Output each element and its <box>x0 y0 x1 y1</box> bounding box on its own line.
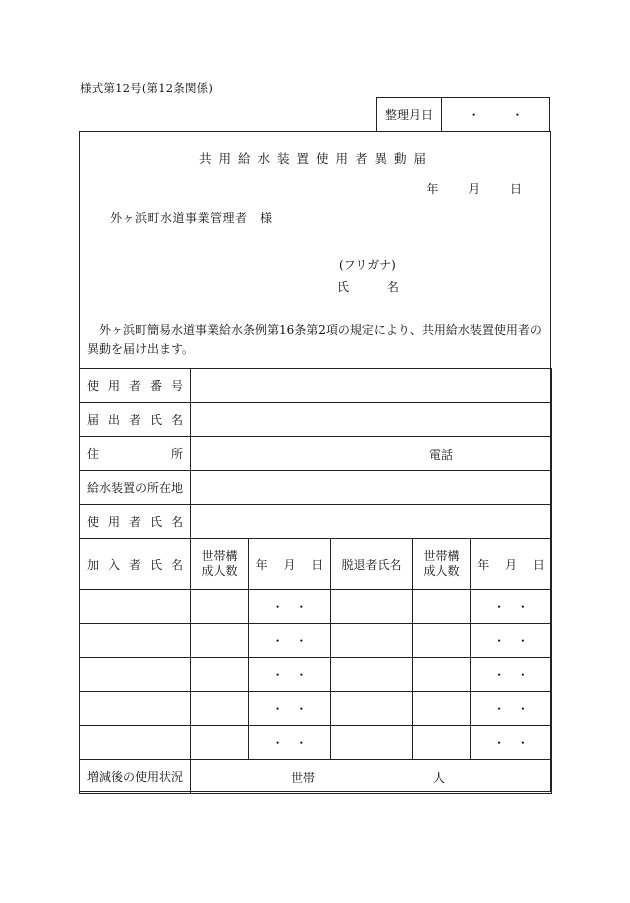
name-label: 氏 名 <box>337 280 399 294</box>
notice-text: 外ヶ浜町簡易水道事業給水条例第16条第2項の規定により、共用給水装置使用者の異動を届け出ます。 <box>87 323 542 356</box>
usage-status-label: 増減後の使用状況 <box>80 760 191 794</box>
location-label: 給水装置の所在地 <box>80 471 191 505</box>
usage-status-field[interactable] <box>191 760 552 794</box>
seiri-date-label: 整理月日 <box>377 98 442 131</box>
leaver-name-cell[interactable] <box>331 624 413 658</box>
form-reference: 様式第12号(第12条関係) <box>80 81 214 95</box>
document-title: 共用給水装置使用者異動届 <box>198 151 433 166</box>
members-cell-2[interactable] <box>413 658 471 692</box>
members-cell-2[interactable] <box>413 624 471 658</box>
furigana-label: (フリガナ) <box>339 258 396 272</box>
row-user-number <box>80 369 552 403</box>
form-frame <box>79 131 551 792</box>
leave-date-cell[interactable]: ・ ・ <box>471 658 552 692</box>
applicant-name-field[interactable] <box>191 403 552 437</box>
members-cell-2[interactable] <box>413 726 471 760</box>
joiner-name-cell[interactable] <box>80 624 191 658</box>
persons-label: 人 <box>433 771 446 785</box>
submission-date[interactable]: 年 月 日 <box>426 182 522 196</box>
join-date-cell[interactable]: ・ ・ <box>249 624 331 658</box>
addressee: 外ヶ浜町水道事業管理者 様 <box>110 211 273 225</box>
user-number-label: 使 用 者 番 号 <box>80 369 191 403</box>
user-number-field[interactable] <box>191 369 552 403</box>
seiri-date-value[interactable]: ・ ・ <box>467 108 524 122</box>
location-field[interactable] <box>191 471 552 505</box>
members-cell[interactable] <box>191 726 249 760</box>
join-date-cell[interactable]: ・ ・ <box>249 726 331 760</box>
members-cell[interactable] <box>191 590 249 624</box>
member-row <box>80 692 552 726</box>
row-user-name <box>80 505 552 539</box>
row-applicant-name <box>80 403 552 437</box>
leave-date-header: 年 月 日 <box>471 539 552 590</box>
member-header-row <box>80 539 552 590</box>
leaver-name-cell[interactable] <box>331 590 413 624</box>
leaver-name-header: 脱退者氏名 <box>331 539 413 590</box>
join-date-cell[interactable]: ・ ・ <box>249 590 331 624</box>
join-date-header: 年 月 日 <box>249 539 331 590</box>
members-cell-2[interactable] <box>413 590 471 624</box>
leaver-name-cell[interactable] <box>331 692 413 726</box>
form-table <box>79 368 552 794</box>
leave-date-cell[interactable]: ・ ・ <box>471 590 552 624</box>
households-label: 世帯 <box>291 771 316 785</box>
joiner-name-cell[interactable] <box>80 658 191 692</box>
leave-date-cell[interactable]: ・ ・ <box>471 726 552 760</box>
seiri-date-box <box>376 97 550 131</box>
joiner-name-cell[interactable] <box>80 590 191 624</box>
usage-status-row <box>80 760 552 794</box>
applicant-name-label: 届 出 者 氏 名 <box>80 403 191 437</box>
address-label: 住 所 <box>80 437 191 471</box>
member-row <box>80 658 552 692</box>
members-cell[interactable] <box>191 692 249 726</box>
leave-date-cell[interactable]: ・ ・ <box>471 624 552 658</box>
leave-date-cell[interactable]: ・ ・ <box>471 692 552 726</box>
members-cell-2[interactable] <box>413 692 471 726</box>
user-name-label: 使 用 者 氏 名 <box>80 505 191 539</box>
household-members-header: 世帯構 成人数 <box>191 539 249 590</box>
members-cell[interactable] <box>191 624 249 658</box>
joiner-name-header: 加 入 者 氏 名 <box>80 539 191 590</box>
row-location <box>80 471 552 505</box>
member-row <box>80 590 552 624</box>
row-address <box>80 437 552 471</box>
joiner-name-cell[interactable] <box>80 726 191 760</box>
leaver-name-cell[interactable] <box>331 658 413 692</box>
members-cell[interactable] <box>191 658 249 692</box>
household-members-header-2: 世帯構 成人数 <box>413 539 471 590</box>
joiner-name-cell[interactable] <box>80 692 191 726</box>
member-row <box>80 726 552 760</box>
member-row <box>80 624 552 658</box>
join-date-cell[interactable]: ・ ・ <box>249 692 331 726</box>
leaver-name-cell[interactable] <box>331 726 413 760</box>
phone-label: 電話 <box>429 448 454 462</box>
join-date-cell[interactable]: ・ ・ <box>249 658 331 692</box>
user-name-field[interactable] <box>191 505 552 539</box>
address-field[interactable] <box>191 437 552 471</box>
